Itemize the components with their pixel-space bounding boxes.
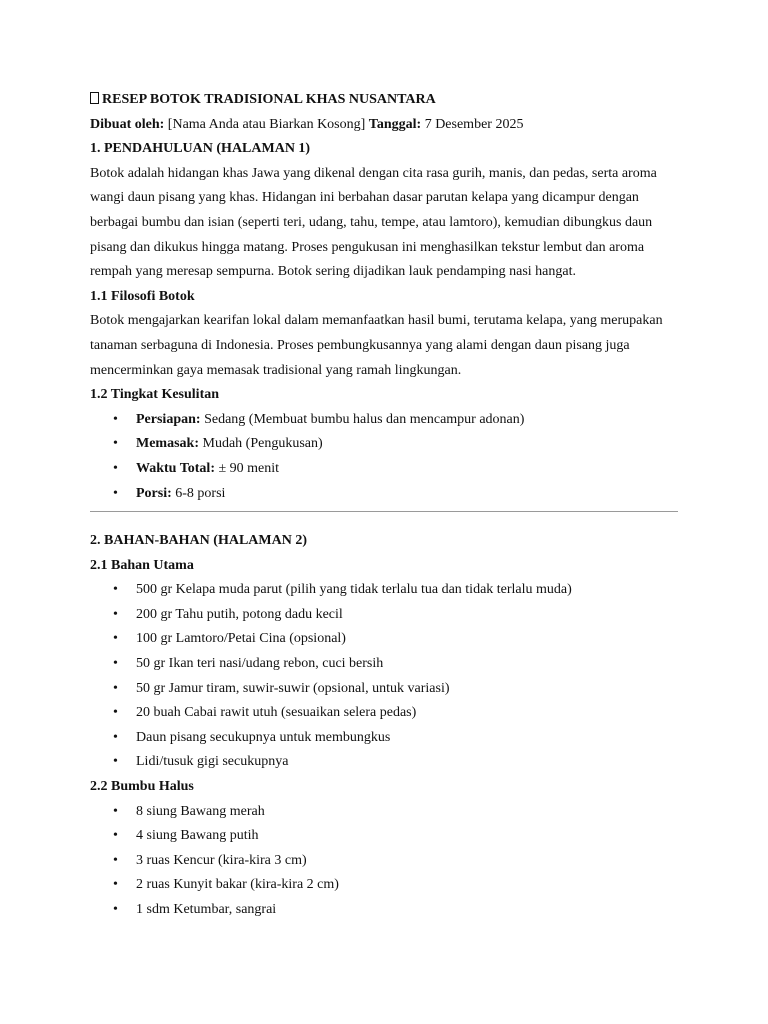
paragraph-filosofi xyxy=(90,309,678,383)
document-page xyxy=(90,88,678,923)
paragraph-line: Botok mengajarkan kearifan lokal dalam memanfaatkan hasil bumi, terutama kelapa, yang merupakan xyxy=(90,313,663,329)
list-item: • 4 siung Bawang putih xyxy=(90,824,678,849)
list-item: • 8 siung Bawang merah xyxy=(90,800,678,825)
section-heading-bahan: 2. BAHAN-BAHAN (HALAMAN 2) xyxy=(90,533,307,549)
spice-paste-list xyxy=(90,800,678,923)
bullet-icon: • xyxy=(113,705,118,721)
list-item: • 2 ruas Kunyit bakar (kira-kira 2 cm) xyxy=(90,873,678,898)
list-item: • 50 gr Jamur tiram, suwir-suwir (opsional, untuk variasi) xyxy=(90,677,678,702)
bullet-icon: • xyxy=(113,754,118,770)
document-title: RESEP BOTOK TRADISIONAL KHAS NUSANTARA xyxy=(90,88,678,113)
main-ingredients-list xyxy=(90,578,678,775)
section-heading-pendahuluan: 1. PENDAHULUAN (HALAMAN 1) xyxy=(90,141,311,157)
list-item: • 20 buah Cabai rawit utuh (sesuaikan selera pedas) xyxy=(90,701,678,726)
paragraph-line: Botok adalah hidangan khas Jawa yang dikenal dengan cita rasa gurih, manis, dan pedas, serta aroma xyxy=(90,165,657,181)
list-item: • 50 gr Ikan teri nasi/udang rebon, cuci bersih xyxy=(90,652,678,677)
bullet-icon: • xyxy=(113,877,118,893)
list-item: • 100 gr Lamtoro/Petai Cina (opsional) xyxy=(90,627,678,652)
list-item: • Memasak: Mudah (Pengukusan) xyxy=(90,432,678,457)
section-heading-kesulitan: 1.2 Tingkat Kesulitan xyxy=(90,387,220,403)
list-item: • Lidi/tusuk gigi secukupnya xyxy=(90,750,678,775)
bullet-icon: • xyxy=(113,436,118,452)
list-item: • 500 gr Kelapa muda parut (pilih yang tidak terlalu tua dan tidak terlalu muda) xyxy=(90,578,678,603)
bullet-icon: • xyxy=(113,460,118,476)
bullet-icon: • xyxy=(113,902,118,917)
paragraph-line: pisang dan dikukus hingga matang. Proses pengukusan ini menghasilkan tekstur lembut dan aroma xyxy=(90,239,645,255)
paragraph-line: wangi daun pisang yang khas. Hidangan ini berbahan dasar parutan kelapa yang dicampur dengan xyxy=(90,190,639,206)
page-divider xyxy=(90,511,678,512)
bullet-icon: • xyxy=(113,485,118,501)
list-item: • 200 gr Tahu putih, potong dadu kecil xyxy=(90,603,678,628)
list-item: • Porsi: 6-8 porsi xyxy=(90,482,678,507)
document-meta xyxy=(90,113,678,138)
bullet-icon: • xyxy=(113,680,118,696)
difficulty-list xyxy=(90,408,678,506)
bullet-icon: • xyxy=(113,828,118,844)
list-item: • 1 sdm Ketumbar, sangrai xyxy=(90,898,678,923)
date-label: Tanggal: xyxy=(368,116,422,132)
bullet-icon: • xyxy=(113,606,118,622)
paragraph-line: tanaman serbaguna di Indonesia. Proses pembungkusannya yang alami dengan daun pisang juga xyxy=(90,337,630,353)
bullet-icon: • xyxy=(113,411,118,427)
list-item: • Daun pisang secukupnya untuk membungkus xyxy=(90,726,678,751)
list-item: • 3 ruas Kencur (kira-kira 3 cm) xyxy=(90,849,678,874)
paragraph-line: mencerminkan gaya memasak tradisional yang ramah lingkungan. xyxy=(90,362,462,378)
bullet-icon: • xyxy=(113,803,118,819)
bullet-icon: • xyxy=(113,582,118,598)
section-heading-bahan-utama: 2.1 Bahan Utama xyxy=(90,557,194,573)
author-label: Dibuat oleh: xyxy=(90,116,165,132)
bullet-icon: • xyxy=(113,656,118,672)
paragraph-line: berbagai bumbu dan isian (seperti teri, udang, tahu, tempe, atau lamtoro), kemudian dibungkus daun xyxy=(90,214,653,230)
section-heading-filosofi: 1.1 Filosofi Botok xyxy=(90,288,195,304)
list-item: • Waktu Total: ± 90 menit xyxy=(90,457,678,482)
bullet-icon: • xyxy=(113,729,118,745)
section-heading-bumbu-halus: 2.2 Bumbu Halus xyxy=(90,779,194,795)
author-value: [Nama Anda atau Biarkan Kosong] xyxy=(164,116,369,132)
paragraph-pendahuluan xyxy=(90,162,678,285)
date-value: 7 Desember 2025 xyxy=(421,116,524,132)
paragraph-line: rempah yang meresap sempurna. Botok sering dijadikan lauk pendamping nasi hangat. xyxy=(90,264,576,280)
missing-glyph-icon xyxy=(90,92,99,104)
list-item: • Persiapan: Sedang (Membuat bumbu halus dan mencampur adonan) xyxy=(90,408,678,433)
bullet-icon: • xyxy=(113,631,118,647)
bullet-icon: • xyxy=(113,852,118,868)
